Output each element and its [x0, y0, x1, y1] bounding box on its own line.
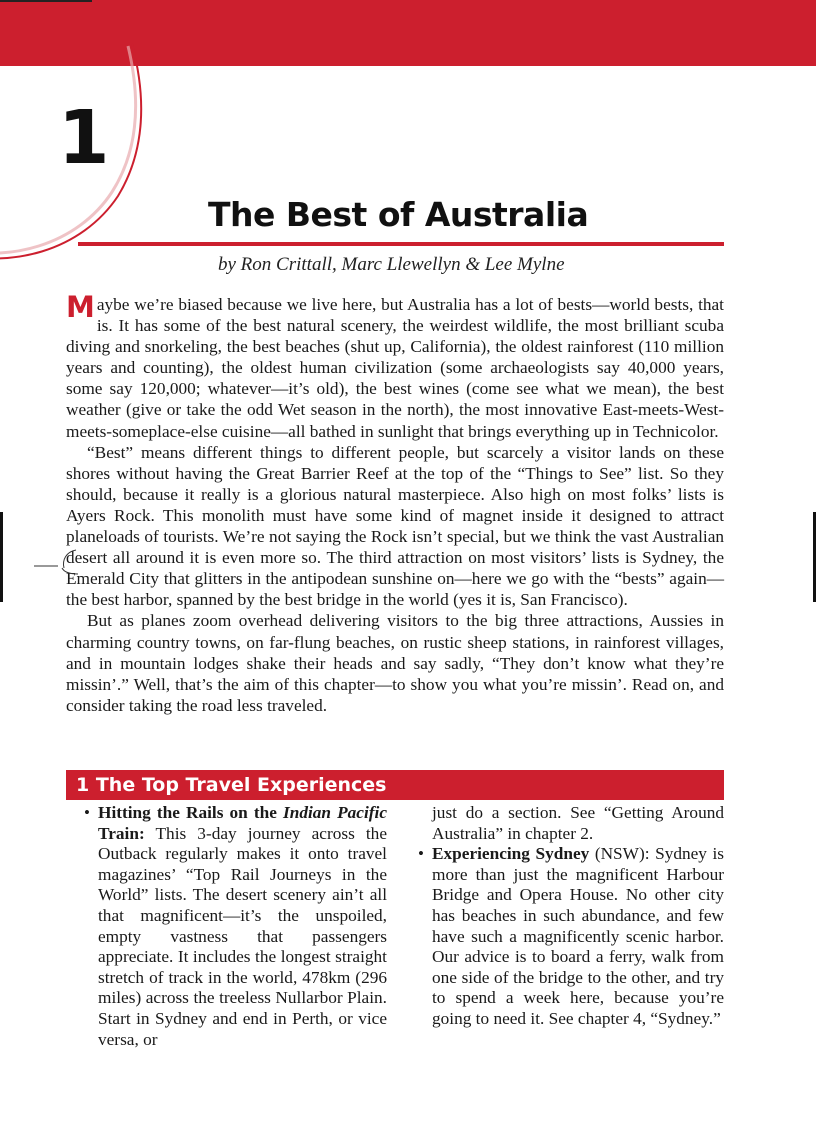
list-item-lead: Experiencing Sydney — [432, 844, 590, 864]
intro-paragraph-3: But as planes zoom overhead delivering visitors to the big three attractions, Aussies in charming country towns, on far-flung beaches, on rustic sheep stations, in rainforest villages, and in mountain lodges shake their heads and say sadly, “They don’t know what they’re missin’.” Well, that’s the aim of this chapter—to show you what you’re missin’. Read on, and consider taking the road less traveled. — [66, 611, 724, 715]
left-column — [84, 803, 387, 1050]
left-margin-mark — [0, 512, 3, 602]
bullet: • — [84, 803, 90, 822]
list-item-body: (NSW): Sydney is more than just the magnificent Harbour Bridge and Opera House. No other city has beaches in such abundance, and few have such a magnificently scenic harbor. Our advice is to board a ferry, walk from one side of the bridge to the other, and try to spend a week here, because you’re going to need it. See chapter 4, “Sydney.” — [432, 844, 725, 1028]
intro-text — [66, 290, 724, 716]
intro-paragraph-2: “Best” means different things to different people, but scarcely a visitor lands on these shores without having the Great Barrier Reef at the top of the “Things to See” list. So they should, because it really is a glorious natural masterpiece. Also high on most folks’ lists is Ayers Rock. This monolith must have some kind of magnet inside it designed to attract planeloads of tourists. We’re not saying the Rock isn’t special, but we think the vast Australian desert all around it is even more so. The third attraction on most visitors’ lists is Sydney, the Emerald City that glitters in the antipodean sunshine on—here we go with the “bests” again—the best harbor, spanned by the best bridge in the world (yes it is, San Francisco). — [66, 442, 724, 610]
chapter-byline: by Ron Crittall, Marc Llewellyn & Lee Mylne — [218, 254, 565, 275]
list-item — [84, 803, 387, 1050]
bullet: • — [418, 844, 424, 864]
lead-text: Hitting the Rails on the — [98, 803, 283, 822]
lead-text-end: Train: — [98, 823, 145, 843]
list-item-text — [98, 803, 387, 1050]
chapter-number: 1 — [58, 95, 108, 181]
intro-paragraph-1-text: aybe we’re biased because we live here, but Australia has a lot of bests—world bests, that is. It has some of the best natural scenery, the weirdest wildlife, the most brilliant scuba diving and snorkeling, the best beaches (shut up, California), the oldest rainforest (110 million years and counting), the oldest human civilization (some archaeologists say 40,000 years, some say 120,000; whatever—it’s old), the best wines (come see what we mean), the best weather (give or take the odd Wet season in the north), the most innovative East-meets-West-meets-someplace-else cuisine—all bathed in sunlight that brings everything up in Technicolor. — [66, 295, 724, 441]
chapter-title: The Best of Australia — [208, 195, 589, 234]
list-item-body: This 3-day journey across the Outback regularly makes it onto travel magazines’ “Top Rail Journeys in the World” lists. The desert scenery ain’t all that magnificent—it’s the unspoiled, empty vastness that passengers appreciate. It includes the longest straight stretch of track in the world, 478km (296 miles) across the treeless Nullarbor Plain. Start in Sydney and end in Perth, or vice versa, or — [98, 823, 387, 1049]
lead-italic-text: Indian Pacific — [282, 803, 387, 822]
list-item-text — [432, 844, 724, 1029]
section-heading: 1 The Top Travel Experiences — [76, 774, 387, 796]
right-column — [418, 803, 724, 1030]
drop-cap: M — [66, 290, 95, 324]
register-mark — [34, 546, 80, 576]
list-item-continuation: just do a section. See “Getting Around Australia” in chapter 2. — [432, 803, 724, 843]
intro-paragraph-1 — [66, 290, 724, 442]
list-item — [418, 844, 724, 1029]
title-rule — [78, 242, 724, 246]
